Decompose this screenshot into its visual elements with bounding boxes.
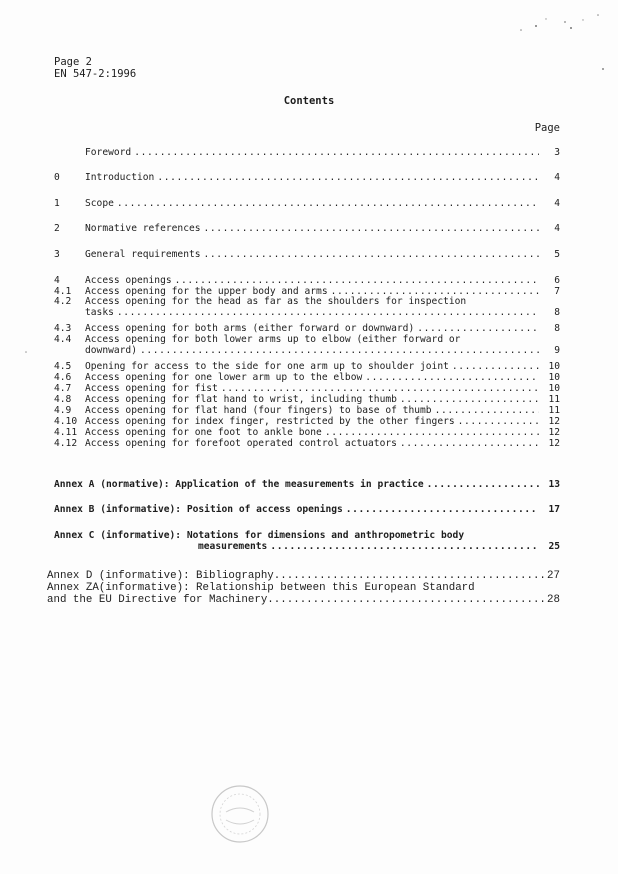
dot-leader	[400, 395, 539, 405]
toc-entry-number: 4.12	[54, 438, 78, 449]
annex-entry-page: 17	[548, 504, 560, 515]
toc-entry-label: Access opening for both arms (either forward or downward)	[85, 323, 415, 334]
toc-entry-page: 4	[554, 223, 560, 234]
toc-entry[interactable]	[54, 335, 560, 345]
faint-stamp-seal	[208, 782, 272, 846]
annex-c-page: 25	[548, 541, 560, 552]
toc-entry-page: 4	[554, 172, 560, 183]
toc-entry[interactable]	[54, 406, 560, 416]
annex-d-label: Annex D (informative): Bibliography	[47, 570, 274, 582]
toc-entry[interactable]	[54, 439, 560, 449]
toc-entry[interactable]	[54, 297, 560, 307]
toc-entry-label: Access opening for index finger, restricted by the other fingers	[85, 416, 455, 427]
toc-entry[interactable]	[54, 199, 560, 209]
toc-entry-page: 4	[554, 198, 560, 209]
dot-leader	[346, 505, 539, 515]
annex-entry[interactable]	[54, 480, 560, 490]
toc-entry-number: 4.10	[54, 416, 78, 427]
toc-entry-page: 8	[554, 323, 560, 334]
dot-leader	[458, 417, 539, 427]
toc-entry-number: 4.3	[54, 323, 72, 334]
toc-entry-page: 12	[548, 416, 560, 427]
toc-entry-number: 4.11	[54, 427, 78, 438]
toc-entry-label: Foreword	[85, 147, 132, 158]
toc-entry-continuation[interactable]	[54, 308, 560, 318]
annex-entry-label: Annex B (informative): Position of access openings	[54, 504, 343, 515]
toc-entry-page: 10	[548, 372, 560, 383]
toc-entry-number: 4.5	[54, 361, 72, 372]
toc-entry-number: 0	[54, 172, 60, 183]
toc-entry-number: 1	[54, 198, 60, 209]
annex-za-entry[interactable]	[47, 595, 560, 606]
toc-entry[interactable]	[54, 428, 560, 438]
toc-entry-label: Opening for access to the side for one arm up to shoulder joint	[85, 361, 449, 372]
toc-entry[interactable]	[54, 224, 560, 234]
dot-leader	[400, 439, 539, 449]
dot-leader	[140, 346, 539, 356]
toc-entry-page: 12	[548, 438, 560, 449]
toc-entry-label: Access openings	[85, 275, 172, 286]
dot-leader	[221, 384, 539, 394]
toc-entry-number: 4.4	[54, 334, 72, 345]
toc-entry-number: 4.7	[54, 383, 72, 394]
toc-entry-page: 11	[548, 405, 560, 416]
toc-entry-label: General requirements	[85, 249, 201, 260]
toc-entry-number: 4.2	[54, 296, 72, 307]
toc-entry-label: Access opening for one lower arm up to the elbow	[85, 372, 363, 383]
dot-leader	[452, 362, 539, 372]
toc-entry-label: Scope	[85, 198, 114, 209]
toc-entry-label: Normative references	[85, 223, 201, 234]
toc-entry-number: 2	[54, 223, 60, 234]
dot-leader	[267, 595, 547, 606]
toc-entry-page: 6	[554, 275, 560, 286]
toc-entry[interactable]	[54, 417, 560, 427]
toc-entry-label: Access opening for the head as far as the shoulders for inspection	[85, 296, 467, 307]
toc-entry-page: 5	[554, 249, 560, 260]
toc-entry[interactable]	[54, 362, 560, 372]
toc-entry-page: 10	[548, 383, 560, 394]
toc-entry-label: Access opening for flat hand to wrist, including thumb	[85, 394, 397, 405]
toc-entry-label: Access opening for fist	[85, 383, 218, 394]
dot-leader	[204, 250, 539, 260]
toc-entry[interactable]	[54, 173, 560, 183]
toc-entry-page: 10	[548, 361, 560, 372]
toc-entry-label: Access opening for the upper body and arms	[85, 286, 328, 297]
page-column-heading: Page	[534, 122, 560, 134]
toc-entry-number: 4.6	[54, 372, 72, 383]
dot-leader	[157, 173, 539, 183]
toc-entry-page: 8	[554, 307, 560, 318]
annex-c-line1: Annex C (informative): Notations for dimensions and anthropometric body	[54, 530, 465, 541]
toc-entry-label: Introduction	[85, 172, 155, 183]
toc-entry[interactable]	[54, 250, 560, 260]
toc-entry-label: Access opening for forefoot operated control actuators	[85, 438, 397, 449]
toc-entry-page: 3	[554, 147, 560, 158]
toc-entry-page: 9	[554, 345, 560, 356]
toc-entry-label: Access opening for both lower arms up to elbow (either forward or	[85, 334, 461, 345]
toc-entry-number: 4.9	[54, 405, 72, 416]
annex-za-page: 28	[547, 594, 560, 606]
annex-entry[interactable]	[54, 505, 560, 515]
toc-entry[interactable]	[54, 276, 560, 286]
dot-leader	[274, 571, 547, 582]
toc-entry[interactable]	[54, 395, 560, 405]
toc-entry[interactable]	[54, 384, 560, 394]
toc-entry-label-continued: tasks	[85, 307, 114, 318]
toc-entry-page: 11	[548, 394, 560, 405]
annex-c-entry[interactable]	[198, 542, 560, 552]
toc-entry[interactable]	[54, 324, 560, 334]
annex-d-page: 27	[547, 570, 560, 582]
toc-entry[interactable]	[54, 373, 560, 383]
toc-entry-label: Access opening for flat hand (four fingers) to base of thumb	[85, 405, 432, 416]
annex-entry-page: 13	[548, 479, 560, 490]
standard-number: EN 547-2:1996	[54, 68, 137, 80]
annex-za-line1: Annex ZA(informative): Relationship between this European Standard	[47, 582, 475, 594]
toc-entry-continuation[interactable]	[54, 346, 560, 356]
page-number: Page 2	[54, 56, 92, 68]
toc-entry-page: 12	[548, 427, 560, 438]
annex-za-line2: and the EU Directive for Machinery	[47, 594, 268, 606]
dot-leader	[427, 480, 539, 490]
annex-c-line2: measurements	[198, 541, 268, 552]
dot-leader	[270, 542, 539, 552]
toc-entry-number: 3	[54, 249, 60, 260]
dot-leader	[134, 148, 539, 158]
toc-entry-label: Access opening for one foot to ankle bone	[85, 427, 322, 438]
toc-entry[interactable]	[54, 148, 560, 158]
dot-leader	[175, 276, 539, 286]
annex-d-entry[interactable]	[47, 571, 560, 582]
annex-entry-label: Annex A (normative): Application of the measurements in practice	[54, 479, 424, 490]
dot-leader	[117, 308, 539, 318]
toc-entry-label-continued: downward)	[85, 345, 137, 356]
toc-entry-number: 4	[54, 275, 60, 286]
dot-leader	[435, 406, 539, 416]
dot-leader	[117, 199, 539, 209]
dot-leader	[325, 428, 539, 438]
dot-leader	[204, 224, 539, 234]
toc-entry-page: 7	[554, 286, 560, 297]
contents-title: Contents	[283, 95, 335, 107]
toc-entry-number: 4.8	[54, 394, 72, 405]
dot-leader	[365, 373, 539, 383]
toc-entry-number: 4.1	[54, 286, 72, 297]
dot-leader	[417, 324, 539, 334]
